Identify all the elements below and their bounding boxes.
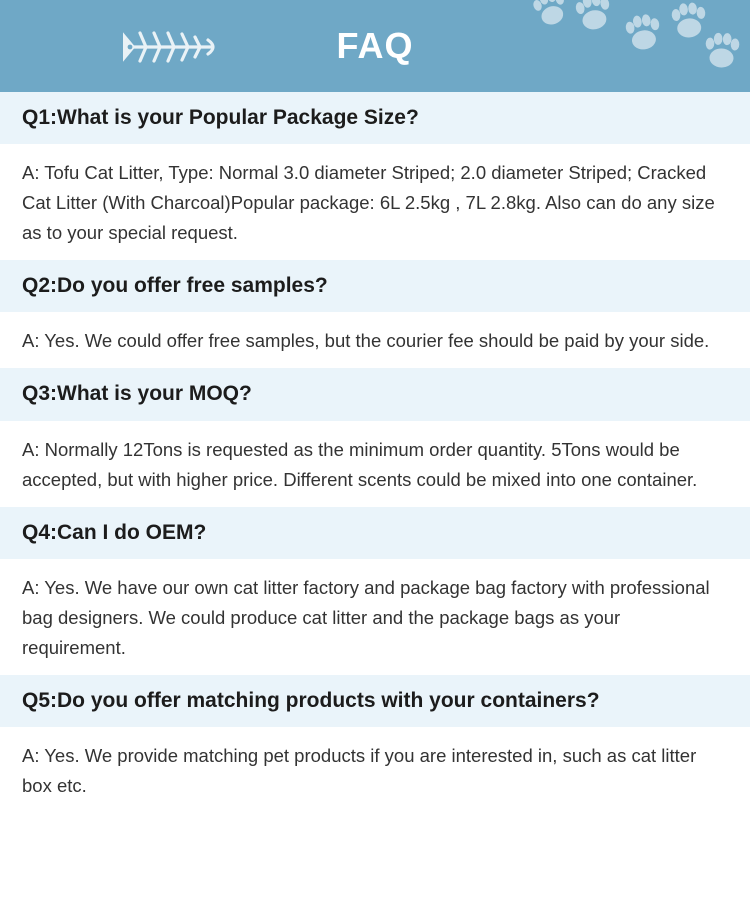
faq-item bbox=[0, 507, 750, 675]
faq-answer: A: Normally 12Tons is requested as the minimum order quantity. 5Tons would be accepted, but with higher price. Different scents could be mixed into one container. bbox=[0, 421, 750, 507]
faq-question: Q1:What is your Popular Package Size? bbox=[0, 92, 750, 144]
faq-answer: A: Tofu Cat Litter, Type: Normal 3.0 diameter Striped; 2.0 diameter Striped; Cracked Cat Litter (With Charcoal)Popular package: 6L 2.5kg , 7L 2.8kg. Also can do any size as to your special request. bbox=[0, 144, 750, 260]
faq-question: Q2:Do you offer free samples? bbox=[0, 260, 750, 312]
faq-answer: A: Yes. We provide matching pet products if you are interested in, such as cat litter box etc. bbox=[0, 727, 750, 813]
faq-item bbox=[0, 92, 750, 260]
faq-question: Q5:Do you offer matching products with your containers? bbox=[0, 675, 750, 727]
faq-answer: A: Yes. We have our own cat litter factory and package bag factory with professional bag designers. We could produce cat litter and the package bags as your requirement. bbox=[0, 559, 750, 675]
faq-answer: A: Yes. We could offer free samples, but the courier fee should be paid by your side. bbox=[0, 312, 750, 368]
page-title: FAQ bbox=[336, 25, 414, 66]
faq-item bbox=[0, 368, 750, 506]
faq-banner bbox=[0, 0, 750, 92]
faq-item bbox=[0, 260, 750, 368]
faq-item bbox=[0, 675, 750, 813]
faq-question: Q3:What is your MOQ? bbox=[0, 368, 750, 420]
faq-question: Q4:Can I do OEM? bbox=[0, 507, 750, 559]
faq-list bbox=[0, 92, 750, 813]
